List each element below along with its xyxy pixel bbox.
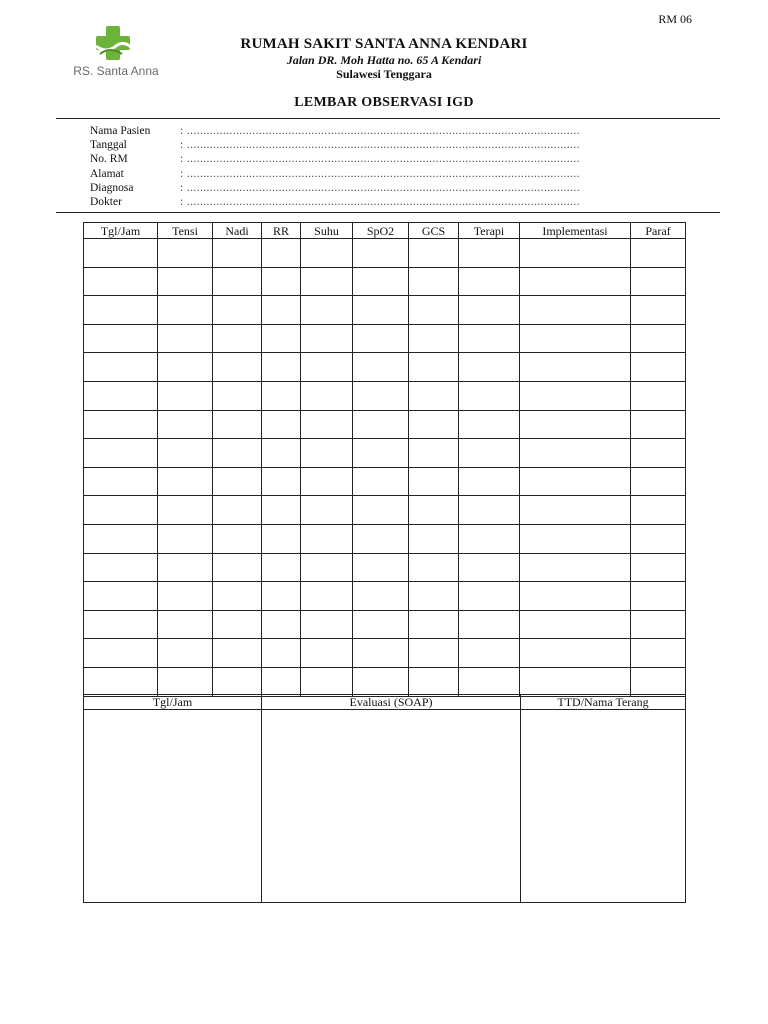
evaluation-row	[84, 710, 686, 903]
obs-cell-terapi[interactable]	[459, 353, 520, 382]
hospital-region: Sulawesi Tenggara	[336, 67, 432, 81]
obs-cell-terapi[interactable]	[459, 439, 520, 468]
obs-cell-gcs[interactable]	[409, 639, 459, 668]
obs-cell-spo2[interactable]	[353, 496, 409, 525]
obs-cell-implementasi[interactable]	[520, 467, 631, 496]
patient-info	[90, 124, 580, 209]
obs-cell-tensi[interactable]	[158, 267, 213, 296]
obs-cell-spo2[interactable]	[353, 267, 409, 296]
field-nama-pasien[interactable]: Nama Pasien : ........................................................................................................................	[90, 125, 580, 137]
obs-cell-tgl-jam[interactable]	[84, 496, 158, 525]
obs-cell-rr[interactable]	[262, 296, 301, 325]
obs-cell-tensi[interactable]	[158, 496, 213, 525]
obs-cell-suhu[interactable]	[301, 582, 353, 611]
observation-row	[84, 439, 686, 468]
obs-cell-rr[interactable]	[262, 410, 301, 439]
obs-cell-gcs[interactable]	[409, 439, 459, 468]
obs-cell-tensi[interactable]	[158, 553, 213, 582]
observation-table	[83, 222, 686, 697]
obs-cell-suhu[interactable]	[301, 524, 353, 553]
obs-cell-implementasi[interactable]	[520, 410, 631, 439]
obs-cell-tgl-jam[interactable]	[84, 639, 158, 668]
obs-cell-rr[interactable]	[262, 439, 301, 468]
obs-cell-paraf[interactable]	[631, 524, 686, 553]
obs-cell-tensi[interactable]	[158, 524, 213, 553]
hospital-address: Jalan DR. Moh Hatta no. 65 A Kendari	[286, 53, 482, 67]
obs-cell-spo2[interactable]	[353, 582, 409, 611]
obs-cell-rr[interactable]	[262, 610, 301, 639]
observation-row	[84, 410, 686, 439]
obs-cell-rr[interactable]	[262, 496, 301, 525]
col-eval-tgl-jam: Tgl/Jam	[84, 695, 262, 710]
col-rr: RR	[262, 223, 301, 239]
obs-cell-suhu[interactable]	[301, 239, 353, 268]
obs-cell-suhu[interactable]	[301, 610, 353, 639]
obs-cell-rr[interactable]	[262, 324, 301, 353]
field-tanggal[interactable]: Tanggal : ........................................................................................................................	[90, 139, 580, 152]
obs-cell-tgl-jam[interactable]	[84, 239, 158, 268]
obs-cell-terapi[interactable]	[459, 324, 520, 353]
obs-cell-tgl-jam[interactable]	[84, 353, 158, 382]
obs-cell-paraf[interactable]	[631, 467, 686, 496]
obs-cell-implementasi[interactable]	[520, 553, 631, 582]
obs-cell-implementasi[interactable]	[520, 353, 631, 382]
eval-cell-tgl-jam[interactable]	[84, 710, 262, 903]
field-diagnosa[interactable]: Diagnosa : ........................................................................................................................	[90, 181, 580, 194]
obs-cell-terapi[interactable]	[459, 467, 520, 496]
obs-cell-nadi[interactable]	[213, 582, 262, 611]
obs-cell-tensi[interactable]	[158, 410, 213, 439]
obs-cell-spo2[interactable]	[353, 667, 409, 696]
col-terapi: Terapi	[459, 223, 520, 239]
form-title: LEMBAR OBSERVASI IGD	[294, 95, 474, 110]
obs-cell-nadi[interactable]	[213, 496, 262, 525]
obs-cell-tensi[interactable]	[158, 353, 213, 382]
eval-cell-signature[interactable]	[521, 710, 686, 903]
obs-cell-paraf[interactable]	[631, 353, 686, 382]
col-implementasi: Implementasi	[520, 223, 631, 239]
obs-cell-nadi[interactable]	[213, 410, 262, 439]
obs-cell-nadi[interactable]	[213, 610, 262, 639]
obs-cell-nadi[interactable]	[213, 267, 262, 296]
obs-cell-spo2[interactable]	[353, 467, 409, 496]
obs-cell-terapi[interactable]	[459, 639, 520, 668]
obs-cell-implementasi[interactable]	[520, 239, 631, 268]
obs-cell-tgl-jam[interactable]	[84, 524, 158, 553]
obs-cell-spo2[interactable]	[353, 524, 409, 553]
obs-cell-terapi[interactable]	[459, 296, 520, 325]
obs-cell-tensi[interactable]	[158, 639, 213, 668]
obs-cell-terapi[interactable]	[459, 667, 520, 696]
obs-cell-implementasi[interactable]	[520, 267, 631, 296]
obs-cell-paraf[interactable]	[631, 239, 686, 268]
observation-row	[84, 639, 686, 668]
observation-row	[84, 524, 686, 553]
obs-cell-tgl-jam[interactable]	[84, 439, 158, 468]
obs-cell-terapi[interactable]	[459, 524, 520, 553]
observation-row	[84, 582, 686, 611]
observation-row	[84, 267, 686, 296]
obs-cell-gcs[interactable]	[409, 239, 459, 268]
obs-cell-tgl-jam[interactable]	[84, 324, 158, 353]
obs-cell-gcs[interactable]	[409, 667, 459, 696]
obs-cell-nadi[interactable]	[213, 667, 262, 696]
obs-cell-suhu[interactable]	[301, 553, 353, 582]
logo-text: RS. Santa Anna	[73, 64, 159, 78]
observation-row	[84, 553, 686, 582]
obs-cell-gcs[interactable]	[409, 381, 459, 410]
obs-cell-suhu[interactable]	[301, 639, 353, 668]
obs-cell-tensi[interactable]	[158, 467, 213, 496]
obs-cell-paraf[interactable]	[631, 667, 686, 696]
obs-cell-suhu[interactable]	[301, 496, 353, 525]
obs-cell-gcs[interactable]	[409, 467, 459, 496]
obs-cell-spo2[interactable]	[353, 353, 409, 382]
field-alamat[interactable]: Alamat : ........................................................................................................................	[90, 167, 580, 180]
evaluation-header-row	[84, 695, 686, 710]
obs-cell-spo2[interactable]	[353, 439, 409, 468]
obs-cell-spo2[interactable]	[353, 639, 409, 668]
obs-cell-tgl-jam[interactable]	[84, 610, 158, 639]
observation-row	[84, 467, 686, 496]
obs-cell-implementasi[interactable]	[520, 582, 631, 611]
col-suhu: Suhu	[301, 223, 353, 239]
eval-cell-soap[interactable]	[262, 710, 521, 903]
obs-cell-tensi[interactable]	[158, 610, 213, 639]
obs-cell-nadi[interactable]	[213, 239, 262, 268]
obs-cell-paraf[interactable]	[631, 410, 686, 439]
observation-header-row	[84, 223, 686, 239]
obs-cell-implementasi[interactable]	[520, 496, 631, 525]
obs-cell-rr[interactable]	[262, 553, 301, 582]
obs-cell-paraf[interactable]	[631, 610, 686, 639]
obs-cell-gcs[interactable]	[409, 553, 459, 582]
obs-cell-paraf[interactable]	[631, 324, 686, 353]
observation-row	[84, 496, 686, 525]
col-tgl-jam: Tgl/Jam	[84, 223, 158, 239]
hospital-name: RUMAH SAKIT SANTA ANNA KENDARI	[240, 36, 528, 52]
obs-cell-implementasi[interactable]	[520, 439, 631, 468]
field-no-rm[interactable]: No. RM : ........................................................................................................................	[90, 153, 580, 166]
observation-row	[84, 353, 686, 382]
obs-cell-tensi[interactable]	[158, 239, 213, 268]
obs-cell-implementasi[interactable]	[520, 639, 631, 668]
obs-cell-paraf[interactable]	[631, 267, 686, 296]
obs-cell-terapi[interactable]	[459, 239, 520, 268]
obs-cell-spo2[interactable]	[353, 296, 409, 325]
obs-cell-implementasi[interactable]	[520, 667, 631, 696]
col-evaluasi-soap: Evaluasi (SOAP)	[262, 695, 521, 710]
obs-cell-implementasi[interactable]	[520, 610, 631, 639]
obs-cell-implementasi[interactable]	[520, 524, 631, 553]
obs-cell-paraf[interactable]	[631, 296, 686, 325]
obs-cell-nadi[interactable]	[213, 553, 262, 582]
obs-cell-nadi[interactable]	[213, 324, 262, 353]
obs-cell-paraf[interactable]	[631, 553, 686, 582]
obs-cell-rr[interactable]	[262, 667, 301, 696]
obs-cell-tgl-jam[interactable]	[84, 667, 158, 696]
obs-cell-terapi[interactable]	[459, 410, 520, 439]
obs-cell-tensi[interactable]	[158, 324, 213, 353]
obs-cell-tgl-jam[interactable]	[84, 467, 158, 496]
obs-cell-nadi[interactable]	[213, 639, 262, 668]
obs-cell-spo2[interactable]	[353, 381, 409, 410]
obs-cell-paraf[interactable]	[631, 381, 686, 410]
obs-cell-terapi[interactable]	[459, 267, 520, 296]
form-code: RM 06	[658, 12, 692, 26]
col-paraf: Paraf	[631, 223, 686, 239]
obs-cell-nadi[interactable]	[213, 439, 262, 468]
obs-cell-nadi[interactable]	[213, 381, 262, 410]
obs-cell-gcs[interactable]	[409, 353, 459, 382]
obs-cell-tgl-jam[interactable]	[84, 267, 158, 296]
col-ttd-nama-terang: TTD/Nama Terang	[521, 695, 686, 710]
obs-cell-tensi[interactable]	[158, 439, 213, 468]
obs-cell-paraf[interactable]	[631, 582, 686, 611]
obs-cell-terapi[interactable]	[459, 582, 520, 611]
col-tensi: Tensi	[158, 223, 213, 239]
obs-cell-spo2[interactable]	[353, 610, 409, 639]
observation-row	[84, 667, 686, 696]
obs-cell-suhu[interactable]	[301, 353, 353, 382]
obs-cell-suhu[interactable]	[301, 410, 353, 439]
obs-cell-gcs[interactable]	[409, 496, 459, 525]
obs-cell-nadi[interactable]	[213, 467, 262, 496]
obs-cell-suhu[interactable]	[301, 439, 353, 468]
divider-top	[56, 118, 720, 119]
obs-cell-suhu[interactable]	[301, 467, 353, 496]
observation-row	[84, 239, 686, 268]
observation-row	[84, 381, 686, 410]
obs-cell-tensi[interactable]	[158, 296, 213, 325]
obs-cell-rr[interactable]	[262, 524, 301, 553]
obs-cell-gcs[interactable]	[409, 524, 459, 553]
obs-cell-spo2[interactable]	[353, 239, 409, 268]
obs-cell-terapi[interactable]	[459, 496, 520, 525]
observation-row	[84, 610, 686, 639]
obs-cell-implementasi[interactable]	[520, 381, 631, 410]
obs-cell-spo2[interactable]	[353, 410, 409, 439]
obs-cell-paraf[interactable]	[631, 639, 686, 668]
obs-cell-gcs[interactable]	[409, 610, 459, 639]
obs-cell-gcs[interactable]	[409, 582, 459, 611]
obs-cell-tgl-jam[interactable]	[84, 381, 158, 410]
observation-row	[84, 296, 686, 325]
obs-cell-suhu[interactable]	[301, 381, 353, 410]
obs-cell-tensi[interactable]	[158, 582, 213, 611]
obs-cell-suhu[interactable]	[301, 296, 353, 325]
obs-cell-suhu[interactable]	[301, 667, 353, 696]
obs-cell-rr[interactable]	[262, 381, 301, 410]
obs-cell-suhu[interactable]	[301, 267, 353, 296]
obs-cell-terapi[interactable]	[459, 553, 520, 582]
obs-cell-implementasi[interactable]	[520, 324, 631, 353]
obs-cell-nadi[interactable]	[213, 524, 262, 553]
obs-cell-rr[interactable]	[262, 467, 301, 496]
obs-cell-tensi[interactable]	[158, 667, 213, 696]
obs-cell-gcs[interactable]	[409, 410, 459, 439]
obs-cell-rr[interactable]	[262, 353, 301, 382]
obs-cell-implementasi[interactable]	[520, 296, 631, 325]
obs-cell-paraf[interactable]	[631, 439, 686, 468]
obs-cell-spo2[interactable]	[353, 553, 409, 582]
obs-cell-nadi[interactable]	[213, 353, 262, 382]
obs-cell-rr[interactable]	[262, 267, 301, 296]
obs-cell-tgl-jam[interactable]	[84, 553, 158, 582]
obs-cell-gcs[interactable]	[409, 267, 459, 296]
obs-cell-rr[interactable]	[262, 582, 301, 611]
obs-cell-paraf[interactable]	[631, 496, 686, 525]
col-gcs: GCS	[409, 223, 459, 239]
obs-cell-terapi[interactable]	[459, 610, 520, 639]
obs-cell-spo2[interactable]	[353, 324, 409, 353]
col-spo2: SpO2	[353, 223, 409, 239]
obs-cell-gcs[interactable]	[409, 324, 459, 353]
obs-cell-rr[interactable]	[262, 239, 301, 268]
obs-cell-gcs[interactable]	[409, 296, 459, 325]
obs-cell-tgl-jam[interactable]	[84, 296, 158, 325]
obs-cell-tgl-jam[interactable]	[84, 582, 158, 611]
divider-bottom	[56, 212, 720, 213]
observation-row	[84, 324, 686, 353]
field-dokter[interactable]: Dokter : ........................................................................................................................	[90, 196, 580, 209]
col-nadi: Nadi	[213, 223, 262, 239]
obs-cell-tensi[interactable]	[158, 381, 213, 410]
obs-cell-nadi[interactable]	[213, 296, 262, 325]
evaluation-table	[83, 694, 686, 903]
obs-cell-rr[interactable]	[262, 639, 301, 668]
obs-cell-terapi[interactable]	[459, 381, 520, 410]
obs-cell-tgl-jam[interactable]	[84, 410, 158, 439]
obs-cell-suhu[interactable]	[301, 324, 353, 353]
